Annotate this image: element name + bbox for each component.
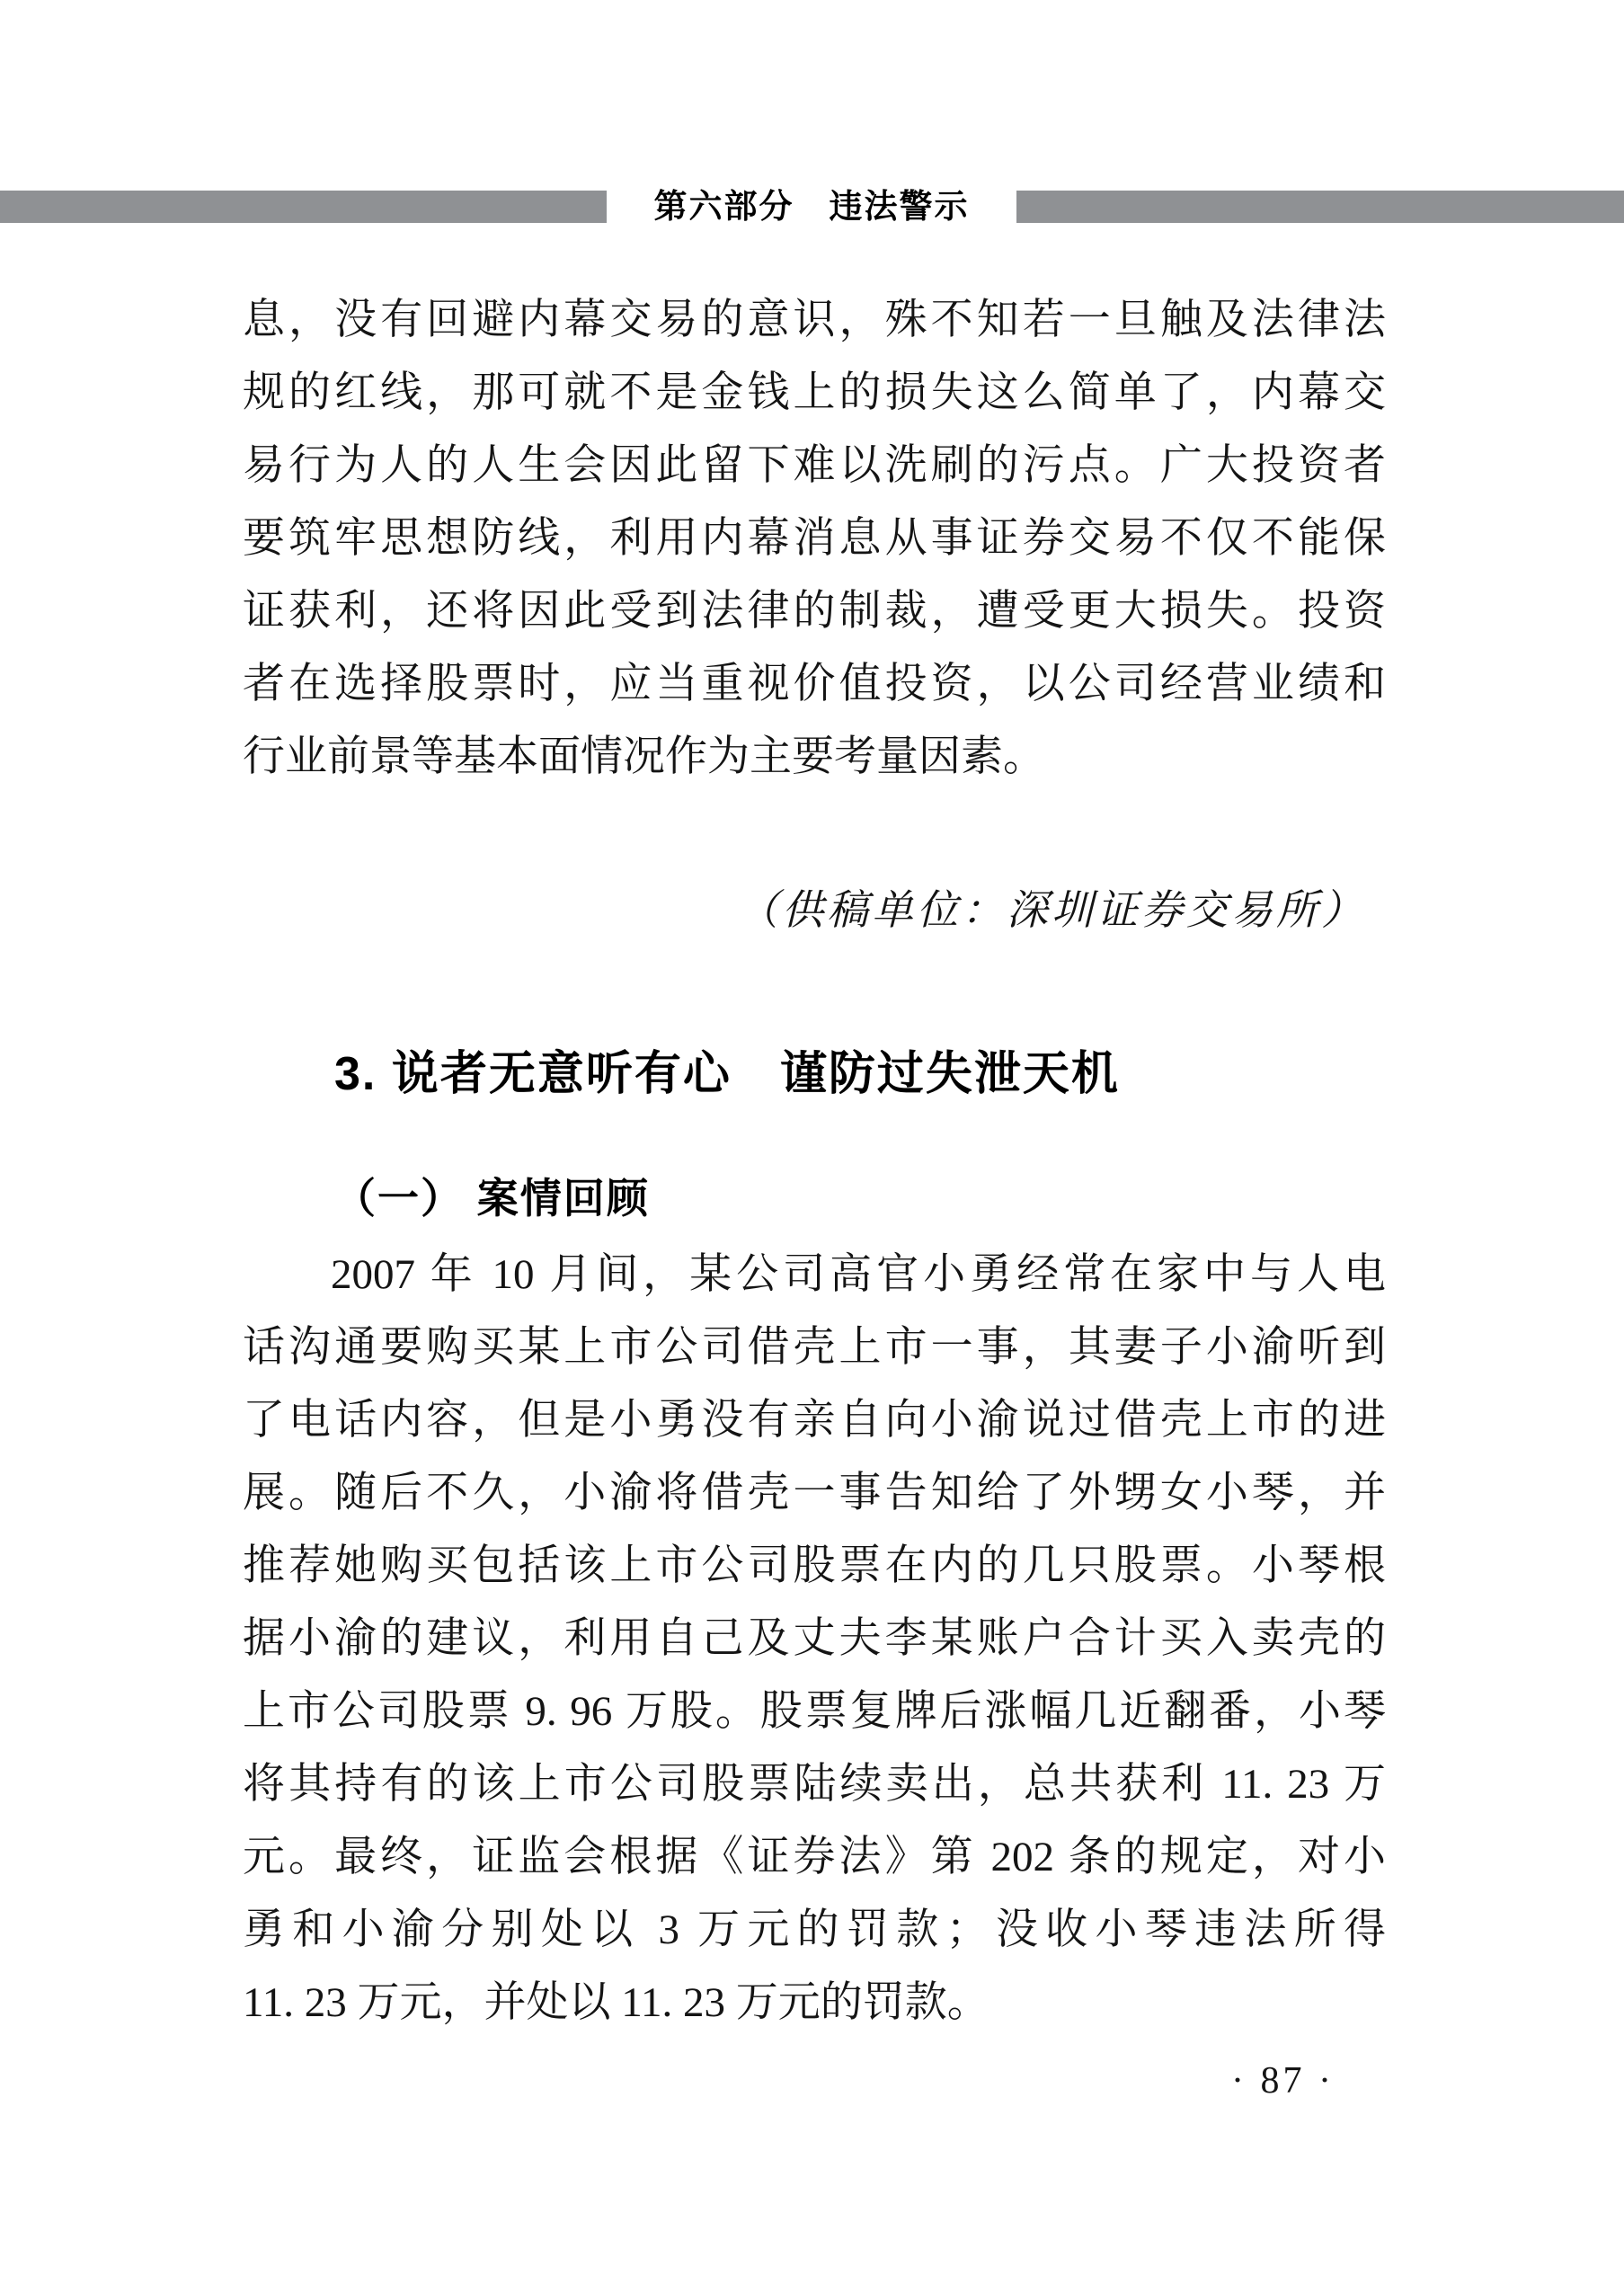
body-line: 2007 年 10 月间，某公司高官小勇经常在家中与人电 <box>331 1251 1386 1298</box>
body-line: 元。最终，证监会根据《证券法》第 202 条的规定，对小 <box>243 1834 1386 1880</box>
running-head-bar-left <box>0 191 607 223</box>
body-line: 者在选择股票时，应当重视价值投资，以公司经营业绩和 <box>243 661 1386 707</box>
body-line: 话沟通要购买某上市公司借壳上市一事，其妻子小渝听到 <box>243 1324 1386 1371</box>
body-line: 11. 23 万元，并处以 11. 23 万元的罚款。 <box>243 1979 989 2026</box>
paragraph-1 <box>243 284 1386 794</box>
subsection-heading: （一） 案情回顾 <box>334 1175 650 1222</box>
attribution-line: （供稿单位：深圳证券交易所） <box>737 887 1366 933</box>
page-number: · 87 · <box>1231 2060 1335 2102</box>
body-line: 规的红线，那可就不是金钱上的损失这么简单了，内幕交 <box>243 369 1386 416</box>
body-line: 推荐她购买包括该上市公司股票在内的几只股票。小琴根 <box>243 1542 1386 1589</box>
body-line: 据小渝的建议，利用自己及丈夫李某账户合计买入卖壳的 <box>243 1615 1386 1662</box>
body-line: 证获利，还将因此受到法律的制裁，遭受更大损失。投资 <box>243 588 1386 635</box>
paragraph-2 <box>243 1239 1386 2040</box>
running-head-bar-right <box>1016 191 1624 223</box>
body-line: 了电话内容，但是小勇没有亲自向小渝说过借壳上市的进 <box>243 1397 1386 1444</box>
running-head-title: 第六部分 违法警示 <box>653 188 970 225</box>
body-line: 展。随后不久，小渝将借壳一事告知给了外甥女小琴，并 <box>243 1470 1386 1516</box>
body-line: 要筑牢思想防线，利用内幕消息从事证券交易不仅不能保 <box>243 515 1386 562</box>
section-heading: 3. 说者无意听有心 谨防过失泄天机 <box>334 1048 1120 1100</box>
body-line: 息，没有回避内幕交易的意识，殊不知若一旦触及法律法 <box>243 297 1386 343</box>
body-line: 勇和小渝分别处以 3 万元的罚款；没收小琴违法所得 <box>243 1906 1386 1953</box>
body-line: 行业前景等基本面情况作为主要考量因素。 <box>243 733 1045 780</box>
body-line: 将其持有的该上市公司股票陆续卖出，总共获利 11. 23 万 <box>243 1761 1386 1808</box>
body-line: 易行为人的人生会因此留下难以洗刷的污点。广大投资者 <box>243 442 1386 489</box>
body-line: 上市公司股票 9. 96 万股。股票复牌后涨幅几近翻番，小琴 <box>243 1688 1386 1735</box>
